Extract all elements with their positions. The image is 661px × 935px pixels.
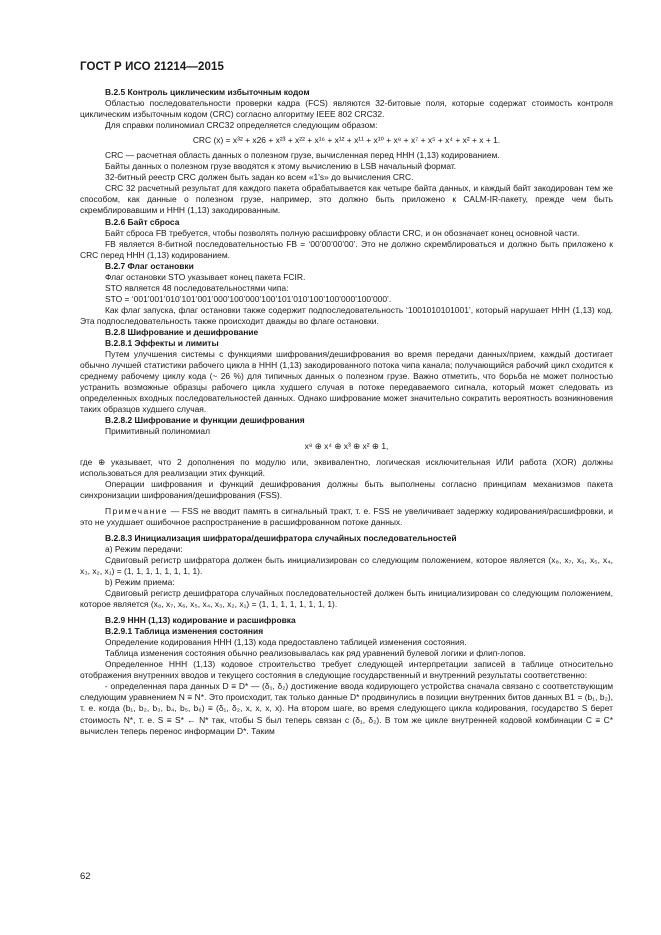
- page-header: ГОСТ Р ИСО 21214—2015: [80, 61, 225, 73]
- note: [80, 506, 613, 528]
- paragraph: где ⊕ указывает, что 2 дополнения по модулю или, эквивалентно, логическая исключительная ИЛИ работа (XOR) должны использоваться для реализации этих функций.: [80, 456, 613, 478]
- section-heading-b26: B.2.6 Байт сброса: [105, 216, 180, 227]
- paragraph: CRC — расчетная область данных о полезном грузе, вычисленная перед ННН (1,13) кодированием.: [105, 150, 500, 161]
- section-heading-b28: B.2.8 Шифрование и дешифрование: [105, 326, 259, 337]
- document-body: [80, 87, 613, 737]
- paragraph: а) Режим передачи:: [105, 543, 183, 554]
- paragraph: Операции шифрования и функций дешифрования должны быть выполнены согласно принципам механизмов пакета синхронизации шифрования/дешифрования (FSS).: [80, 478, 613, 500]
- paragraph: Байт сброса FB требуется, чтобы позволять полную расшифровку области CRC, и он обозначает конец основной части.: [105, 227, 580, 238]
- paragraph: Путем улучшения системы с функциями шифрования/дешифрования во время передачи данных/прием, каждый достигает обычно лучшей статистики рабочего цикла в ННН (1,13) закодированного потока чипа канала; получающийся рабочий цикл сходится к среднему рабочему циклу кода (~ 26 %) для типичных данных о полезном грузе. Важно отметить, что борьба не может полностью устранить возможные образцы рабочего цикла худшего случая в потоке передаваемого сигнала, который может следовать из определенных входных последовательностей данных. Однако шифрование может значительно сократить вероятность возникновения таких образцов худшего случая.: [80, 349, 613, 415]
- paragraph: STO = ‘001’001’010’101’001’000’100’000’100’101’010’100’100’000’100’000’.: [105, 293, 392, 304]
- page-number: 62: [80, 871, 91, 882]
- paragraph: CRC 32 расчетный результат для каждого пакета обрабатывается как четыре байта данных, и каждый байт закодирован тем же способом, как данные о полезном грузе, например, это должно быть приложено к CALM-IR-пакету, прежде чем быть скремблировавшим и ННН (1,13) закодированным.: [80, 183, 613, 216]
- note-text: — FSS не вводит память в сигнальный тракт, т. е. FSS не увеличивает задержку кодирования/расшифровки, и это не ухудшает ошибочное распространение в расшифрованном потоке данных.: [80, 505, 613, 527]
- paragraph: - определенная пара данных D ≡ D* — (δ₁, δ₂) достижение ввода кодирующего устройства сначала связано с соответствующим следующим уравнением N ≡ N*. Это происходит, так только данные D* продвинулись в позиции внутренних битов данных B1 = (b₁, b₂), т. е. когда (b₁, b₂, b₃, b₄, b₅, b₆) ≡ (δ₁, δ₂, x, x, x, x). На втором шаге, во время следующего цикла кодирования, государство S берет стоимость N*, т. е. S ≡ S* ← N* так, чтобы S был теперь связан с (δ₁, δ₂). В том же цикле внутренней кодовой комбинации C ≡ C* вычислен теперь перенос информации D*. Таким: [80, 681, 613, 736]
- section-heading-b29: B.2.9 ННН (1,13) кодирование и расшифровка: [105, 615, 296, 626]
- paragraph: Сдвиговый регистр дешифратора случайных последовательностей должен быть инициализирован со следующим положением, которое является (x₈, x₇, x₆, x₅, x₄, x₃, x₂, x₁) = (1, 1, 1, 1, 1, 1, 1, 1).: [80, 588, 613, 610]
- paragraph: Определение кодирования ННН (1,13) кода предоставлено таблицей изменения состояния.: [105, 637, 467, 648]
- paragraph: STO является 48 последовательностями чипа:: [105, 282, 289, 293]
- paragraph: 32-битный реестр CRC должен быть задан ко всем «1's» до вычисления CRC.: [105, 172, 414, 183]
- paragraph: Для справки полиномиал CRC32 определяется следующим образом:: [105, 120, 378, 131]
- paragraph: Определенное ННН (1,13) кодовое строительство требует следующей интерпретации записей в таблице относительно отображения внутренних вводов и текущего состояния в следующие государственный и внутренний результаты соответственно:: [80, 659, 613, 681]
- paragraph: Как флаг запуска, флаг остановки также содержит подпоследовательность ‘1001010101001’, который нарушает ННН (1,13) код. Эта подпоследовательность также происходит дважды во флаге остановки.: [80, 304, 613, 326]
- section-heading-b291: B.2.9.1 Таблица изменения состояния: [105, 626, 264, 637]
- paragraph: Областью последовательности проверки кадра (FCS) являются 32-битовые поля, которые содержат стоимость контроля циклическим избыточным кодом (CRC) согласно алгоритму IEEE 802 CRC32.: [80, 98, 613, 120]
- paragraph: Примитивный полиномиал: [105, 426, 211, 437]
- formula-crc32: CRC (x) = x³² + x26 + x²³ + x²² + x¹⁶ + x¹² + x¹¹ + x¹⁰ + x⁸ + x⁷ + x⁵ + x⁴ + x² + x + 1.: [192, 135, 501, 146]
- formula-polynomial: x⁸ ⊕ x⁴ ⊕ x³ ⊕ x² ⊕ 1,: [304, 441, 389, 452]
- paragraph: b) Режим приема:: [105, 576, 175, 587]
- note-label: Примечание: [105, 505, 168, 516]
- section-heading-b27: B.2.7 Флаг остановки: [105, 260, 194, 271]
- paragraph: Таблица изменения состояния обычно реализовывалась как ряд уравнений булевой логики и флип-лопов.: [105, 648, 526, 659]
- paragraph: Байты данных о полезном грузе вводятся к этому вычислению в LSB начальный формат.: [105, 161, 457, 172]
- paragraph: Сдвиговый регистр шифратора должен быть инициализирован со следующим положением, которое является (x₈, x₇, x₆, x₅, x₄, x₃, x₂, x₁) = (1, 1, 1, 1, 1, 1, 1, 1).: [80, 554, 613, 576]
- section-heading-b281: B.2.8.1 Эффекты и лимиты: [105, 338, 219, 349]
- section-heading-b282: B.2.8.2 Шифрование и функции дешифрования: [105, 415, 305, 426]
- paragraph: FB является 8-битной последовательностью FB = ‘00’00’00’00’. Это не должно скремблироваться и должно быть приложено к CRC перед ННН (1,13) кодированием.: [80, 238, 613, 260]
- paragraph: Флаг остановки STO указывает конец пакета FCIR.: [105, 271, 306, 282]
- section-heading-b25: B.2.5 Контроль циклическим избыточным кодом: [105, 87, 310, 97]
- section-heading-b283: B.2.8.3 Инициализация шифратора/дешифратора случайных последовательностей: [105, 532, 457, 543]
